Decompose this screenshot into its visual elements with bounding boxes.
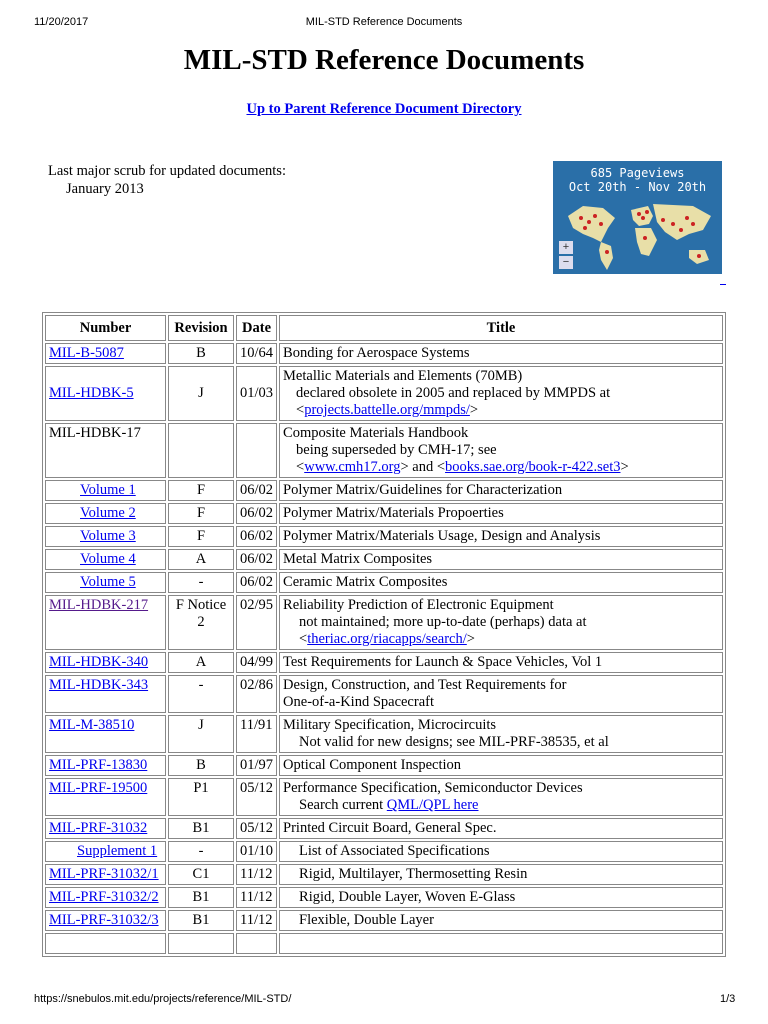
date-cell: 05/12	[236, 818, 277, 839]
revision-cell: -	[168, 572, 234, 593]
title-note: Search current	[299, 797, 384, 813]
doc-link[interactable]: MIL-PRF-31032/1	[49, 866, 159, 882]
doc-link[interactable]: MIL-PRF-19500	[49, 780, 148, 796]
date-cell: 01/03	[236, 366, 277, 421]
table-row	[45, 366, 723, 421]
date-cell: 11/91	[236, 715, 277, 753]
page-title: MIL-STD Reference Documents	[183, 44, 585, 76]
table-row	[45, 778, 723, 816]
revision-cell: F	[168, 480, 234, 501]
theriac-link[interactable]: theriac.org/riacapps/search/	[307, 631, 467, 647]
title-text-line2: One-of-a-Kind Spacecraft	[283, 694, 434, 710]
date-cell: 11/12	[236, 910, 277, 931]
revision-cell: B1	[168, 818, 234, 839]
doc-link[interactable]: Volume 5	[80, 574, 136, 590]
revision-cell: C1	[168, 864, 234, 885]
revision-cell: B1	[168, 887, 234, 908]
title-text: Composite Materials Handbook	[283, 425, 469, 441]
doc-number: MIL-HDBK-17	[45, 423, 166, 478]
revision-cell: A	[168, 652, 234, 673]
title-note: declared obsolete in 2005 and replaced by MMPDS at	[296, 385, 611, 401]
mmpds-link[interactable]: projects.battelle.org/mmpds/	[304, 402, 470, 418]
doc-link[interactable]: MIL-PRF-31032	[49, 820, 148, 836]
date-cell: 06/02	[236, 549, 277, 570]
doc-link[interactable]: Volume 2	[80, 505, 136, 521]
table-row	[45, 841, 723, 862]
table-header-row	[45, 315, 723, 341]
table-row	[45, 652, 723, 673]
qml-qpl-link[interactable]: QML/QPL here	[386, 797, 479, 813]
title-cell	[279, 841, 723, 862]
revision-cell: B	[168, 755, 234, 776]
date-cell: 01/97	[236, 755, 277, 776]
and-text: and	[412, 459, 434, 475]
title-cell: Bonding for Aerospace Systems	[279, 343, 723, 364]
doc-link[interactable]: MIL-PRF-31032/2	[49, 889, 159, 905]
print-date: 11/20/2017	[34, 16, 89, 28]
title-text: Rigid, Multilayer, Thermosetting Resin	[299, 866, 528, 882]
table-row	[45, 423, 723, 478]
footer-page: 1/3	[720, 993, 736, 1005]
title-note: not maintained; more up-to-date (perhaps) data at	[299, 614, 587, 630]
table-row	[45, 675, 723, 713]
title-text: Rigid, Double Layer, Woven E-Glass	[299, 889, 516, 905]
map-zoom-out-button[interactable]: −	[559, 256, 573, 269]
revision-cell: P1	[168, 778, 234, 816]
col-header-number: Number	[45, 315, 166, 341]
title-cell: Ceramic Matrix Composites	[279, 572, 723, 593]
doc-link[interactable]: Volume 3	[80, 528, 136, 544]
title-cell: Polymer Matrix/Materials Usage, Design and Analysis	[279, 526, 723, 547]
title-text: Reliability Prediction of Electronic Equipment	[283, 597, 554, 613]
date-cell	[236, 423, 277, 478]
date-cell: 04/99	[236, 652, 277, 673]
table-row	[45, 549, 723, 570]
date-cell: 01/10	[236, 841, 277, 862]
pageviews-map-widget[interactable]	[553, 161, 722, 274]
doc-link[interactable]: Supplement 1	[77, 843, 158, 859]
title-cell: Test Requirements for Launch & Space Vehicles, Vol 1	[279, 652, 723, 673]
date-cell: 06/02	[236, 526, 277, 547]
doc-link[interactable]: MIL-PRF-13830	[49, 757, 148, 773]
table-row	[45, 526, 723, 547]
title-cell: Composite Materials Handbook being superseded by CMH-17; see <www.cmh17.org> and <books.sae.org/book-r-422.set3>	[279, 423, 723, 478]
revision-cell	[168, 423, 234, 478]
table-row	[45, 933, 723, 954]
hidden-link[interactable]	[720, 284, 726, 285]
parent-directory-link[interactable]: Up to Parent Reference Document Directory	[246, 101, 522, 117]
table-row	[45, 818, 723, 839]
date-cell: 02/86	[236, 675, 277, 713]
date-cell: 06/02	[236, 572, 277, 593]
title-cell: Metal Matrix Composites	[279, 549, 723, 570]
table-row	[45, 910, 723, 931]
reference-table-container	[42, 312, 726, 982]
title-cell: Metallic Materials and Elements (70MB) declared obsolete in 2005 and replaced by MMPDS at <projects.battelle.org/mmpds/>	[279, 366, 723, 421]
title-cell	[279, 864, 723, 885]
revision-cell: F Notice 2	[168, 595, 234, 650]
doc-link[interactable]: MIL-HDBK-217	[49, 597, 149, 613]
reference-table	[42, 312, 726, 957]
title-text: Metallic Materials and Elements (70MB)	[283, 368, 523, 384]
doc-link[interactable]: MIL-HDBK-343	[49, 677, 149, 693]
revision-cell: A	[168, 549, 234, 570]
title-cell	[279, 715, 723, 753]
revision-cell: J	[168, 366, 234, 421]
table-row	[45, 755, 723, 776]
scrub-date: January 2013	[66, 181, 144, 197]
doc-link[interactable]: MIL-HDBK-5	[49, 385, 134, 401]
title-cell	[279, 910, 723, 931]
date-cell: 02/95	[236, 595, 277, 650]
title-cell: Optical Component Inspection	[279, 755, 723, 776]
doc-link[interactable]: MIL-M-38510	[49, 717, 135, 733]
date-cell: 05/12	[236, 778, 277, 816]
revision-cell: B	[168, 343, 234, 364]
world-map-icon	[553, 194, 722, 274]
doc-link[interactable]: MIL-B-5087	[49, 345, 124, 361]
revision-cell: -	[168, 841, 234, 862]
cmh17-link[interactable]: www.cmh17.org	[304, 459, 401, 475]
pageviews-count: 685 Pageviews	[590, 166, 685, 180]
doc-link[interactable]: MIL-HDBK-340	[49, 654, 149, 670]
col-header-title: Title	[279, 315, 723, 341]
date-cell: 11/12	[236, 887, 277, 908]
footer-url: https://snebulos.mit.edu/projects/reference/MIL-STD/	[34, 993, 292, 1005]
pageviews-range: Oct 20th - Nov 20th	[568, 180, 707, 194]
title-note: Not valid for new designs; see MIL-PRF-38535, et al	[299, 734, 609, 750]
table-row	[45, 715, 723, 753]
title-text: Flexible, Double Layer	[299, 912, 434, 928]
table-row	[45, 864, 723, 885]
sae-book-link[interactable]: books.sae.org/book-r-422.set3	[445, 459, 621, 475]
table-row	[45, 887, 723, 908]
date-cell: 06/02	[236, 503, 277, 524]
title-cell: Polymer Matrix/Guidelines for Characterization	[279, 480, 723, 501]
revision-cell: F	[168, 503, 234, 524]
title-text: Design, Construction, and Test Requirements for	[283, 677, 567, 693]
date-cell: 11/12	[236, 864, 277, 885]
title-text: List of Associated Specifications	[299, 843, 490, 859]
print-title: MIL-STD Reference Documents	[305, 16, 463, 28]
table-row	[45, 595, 723, 650]
revision-cell: F	[168, 526, 234, 547]
title-cell: Reliability Prediction of Electronic Equipment not maintained; more up-to-date (perhaps) data at <theriac.org/riacapps/search/>	[279, 595, 723, 650]
title-cell: Polymer Matrix/Materials Propoerties	[279, 503, 723, 524]
table-row	[45, 572, 723, 593]
date-cell: 06/02	[236, 480, 277, 501]
title-cell: Printed Circuit Board, General Spec.	[279, 818, 723, 839]
map-zoom-in-button[interactable]: +	[559, 241, 573, 254]
scrub-note	[48, 162, 286, 198]
date-cell: 10/64	[236, 343, 277, 364]
revision-cell: J	[168, 715, 234, 753]
col-header-revision: Revision	[168, 315, 234, 341]
table-row	[45, 503, 723, 524]
title-cell	[279, 778, 723, 816]
revision-cell: B1	[168, 910, 234, 931]
title-cell	[279, 887, 723, 908]
table-row	[45, 480, 723, 501]
title-cell	[279, 675, 723, 713]
title-note: being superseded by CMH-17; see	[296, 442, 497, 458]
title-text: Military Specification, Microcircuits	[283, 717, 497, 733]
scrub-label: Last major scrub for updated documents:	[48, 163, 286, 179]
title-text: Performance Specification, Semiconductor Devices	[283, 780, 583, 796]
col-header-date: Date	[236, 315, 277, 341]
doc-link[interactable]: Volume 1	[80, 482, 136, 498]
doc-link[interactable]: Volume 4	[80, 551, 136, 567]
revision-cell: -	[168, 675, 234, 713]
table-row	[45, 343, 723, 364]
doc-link[interactable]: MIL-PRF-31032/3	[49, 912, 159, 928]
